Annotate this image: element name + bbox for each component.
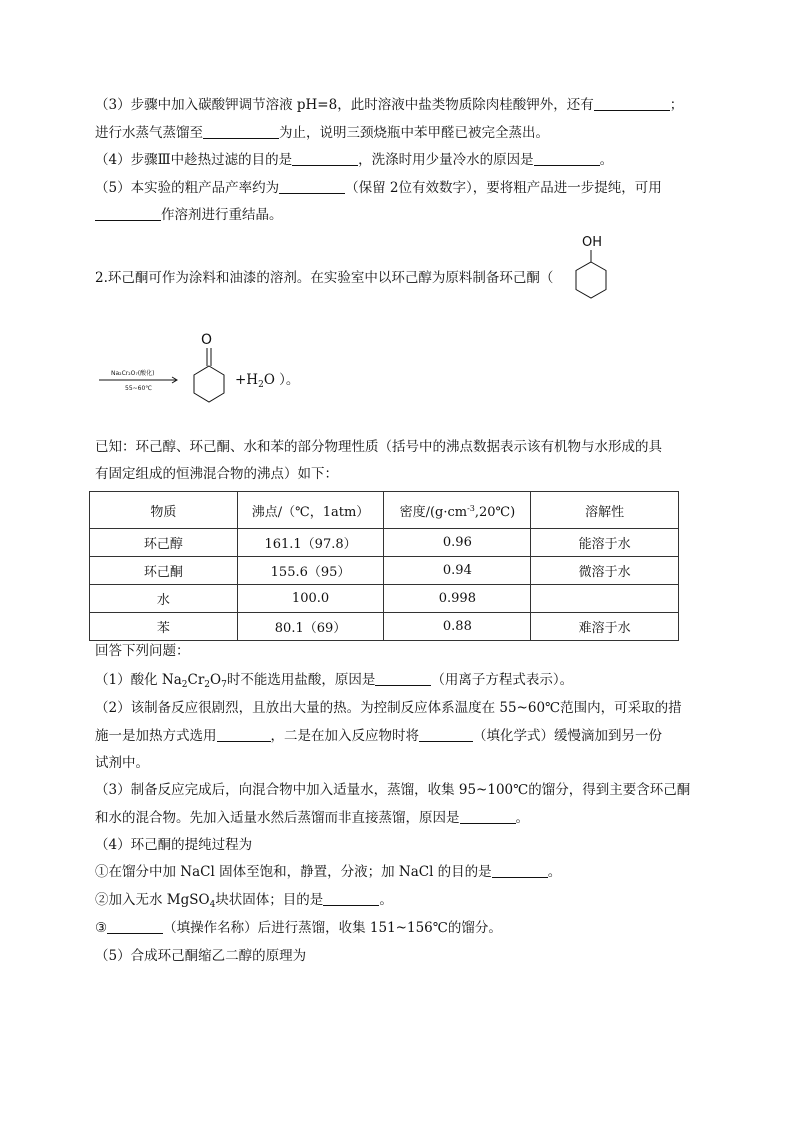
p2-q5-title: （5）合成环己酮缩乙二醇的原理为 <box>95 948 307 964</box>
answer-blank[interactable] <box>460 809 516 824</box>
table-cell: 161.1（97.8） <box>237 529 384 557</box>
table-cell: 80.1（69） <box>237 613 384 641</box>
table-cell: 100.0 <box>237 585 384 613</box>
table-cell: 0.96 <box>384 529 531 557</box>
oh-label: OH <box>582 235 603 250</box>
table-cell: 苯 <box>90 613 238 641</box>
header-substance: 物质 <box>90 492 238 529</box>
p2-q2-line3: 试剂中。 <box>95 755 149 771</box>
answer-blank[interactable] <box>323 891 379 906</box>
answer-blank[interactable] <box>492 863 548 878</box>
q3-line1 <box>95 95 683 115</box>
q4-text-c: 。 <box>599 152 614 168</box>
q3-text-c: 进行水蒸气蒸馏至 <box>95 125 203 141</box>
answers-intro: 回答下列问题： <box>95 643 190 659</box>
q4-text-b: ，洗涤时用少量冷水的原因是 <box>358 152 534 168</box>
answer-blank[interactable] <box>594 96 670 111</box>
table-row <box>90 613 679 641</box>
problem2-intro: 2.环己酮可作为涂料和油漆的溶剂。在实验室中以环己醇为原料制备环己酮（ <box>95 270 554 286</box>
table-row <box>90 585 679 613</box>
table-row <box>90 557 679 585</box>
table-cell <box>531 585 679 613</box>
answer-blank[interactable] <box>107 919 163 934</box>
o-label: O <box>201 332 213 348</box>
reaction-arrow <box>97 366 187 396</box>
table-cell: 0.998 <box>384 585 531 613</box>
temperature-label: 55~60℃ <box>125 385 153 392</box>
table-cell: 环己酮 <box>90 557 238 585</box>
p2-q4-step3: ③ （填操作名称）后进行蒸馏，收集 151~156℃的馏分。 <box>95 920 502 936</box>
q5-text-a: （5）本实验的粗产品产率约为 <box>95 180 280 196</box>
table-header-row <box>90 492 679 529</box>
reaction-product-water: $+H_2O$ ）。 <box>235 372 300 390</box>
q4-line <box>95 150 613 170</box>
q5-line1 <box>95 178 662 198</box>
q5-line2 <box>95 205 283 225</box>
properties-table <box>89 491 679 641</box>
cyclohexanone-structure <box>185 330 235 425</box>
p2-q2-line1: （2）该制备反应很剧烈，且放出大量的热。为控制反应体系温度在 55~60℃范围内，可采取的措 <box>95 700 682 716</box>
header-density: 密度$/(g\cdot cm^{-3},20℃)$ <box>384 492 531 529</box>
answer-blank[interactable] <box>292 151 358 166</box>
known-line1: 已知：环己醇、环己酮、水和苯的部分物理性质（括号中的沸点数据表示该有机物与水形成的具 <box>95 439 662 455</box>
p2-q3-line1: （3）制备反应完成后，向混合物中加入适量水，蒸馏，收集 95~100℃的馏分，得到主要含环己酮 <box>95 782 691 798</box>
answer-blank[interactable] <box>203 124 279 139</box>
cyclohexanol-structure <box>570 232 630 322</box>
q3-text-a: （3）步骤中加入碳酸钾调节溶液 pH=8，此时溶液中盐类物质除肉桂酸钾外，还有 <box>95 97 594 113</box>
table-row <box>90 529 679 557</box>
q3-text-d: 为止，说明三颈烧瓶中苯甲醛已被完全蒸出。 <box>279 125 549 141</box>
p2-q1: （1）酸化 $Na_2Cr_2O_7$时不能选用盐酸，原因是 （用离子方程式表示）。 <box>95 672 574 690</box>
reagent-label: Na₂Cr₂O₇(酸化) <box>111 370 155 377</box>
answer-blank[interactable] <box>95 206 161 221</box>
header-solubility: 溶解性 <box>531 492 679 529</box>
table-cell: 0.88 <box>384 613 531 641</box>
q4-text-a: （4）步骤Ⅲ中趁热过滤的目的是 <box>95 152 293 168</box>
table-cell: 环己醇 <box>90 529 238 557</box>
p2-q4-step2: ②加入无水 MgSO$_4$块状固体；目的是 。 <box>95 892 393 910</box>
q5-text-b: （保留 2位有效数字），要将粗产品进一步提纯，可用 <box>345 180 662 196</box>
p2-q4-title: （4）环己酮的提纯过程为 <box>95 837 253 853</box>
q3-line2 <box>95 123 549 143</box>
header-boiling-point: 沸点/（℃，1atm） <box>237 492 384 529</box>
table-cell: 水 <box>90 585 238 613</box>
p2-q2-line2: 施一是加热方式选用 ，二是在加入反应物时将 （填化学式）缓慢滴加到另一份 <box>95 728 662 744</box>
p2-q4-step1: ①在馏分中加 NaCl 固体至饱和，静置，分液；加 NaCl 的目的是 。 <box>95 864 562 880</box>
table-cell: 能溶于水 <box>531 529 679 557</box>
table-cell: 难溶于水 <box>531 613 679 641</box>
answer-blank[interactable] <box>375 671 431 686</box>
q5-text-c: 作溶剂进行重结晶。 <box>161 207 283 223</box>
answer-blank[interactable] <box>279 179 345 194</box>
p2-q3-line2: 和水的混合物。先加入适量水然后蒸馏而非直接蒸馏，原因是 。 <box>95 810 529 826</box>
table-cell: 微溶于水 <box>531 557 679 585</box>
answer-blank[interactable] <box>217 727 271 742</box>
table-cell: 0.94 <box>384 557 531 585</box>
q3-text-b: ； <box>669 97 684 113</box>
table-cell: 155.6（95） <box>237 557 384 585</box>
answer-blank[interactable] <box>534 151 600 166</box>
answer-blank[interactable] <box>419 727 473 742</box>
known-line2: 有固定组成的恒沸混合物的沸点）如下： <box>95 466 338 482</box>
